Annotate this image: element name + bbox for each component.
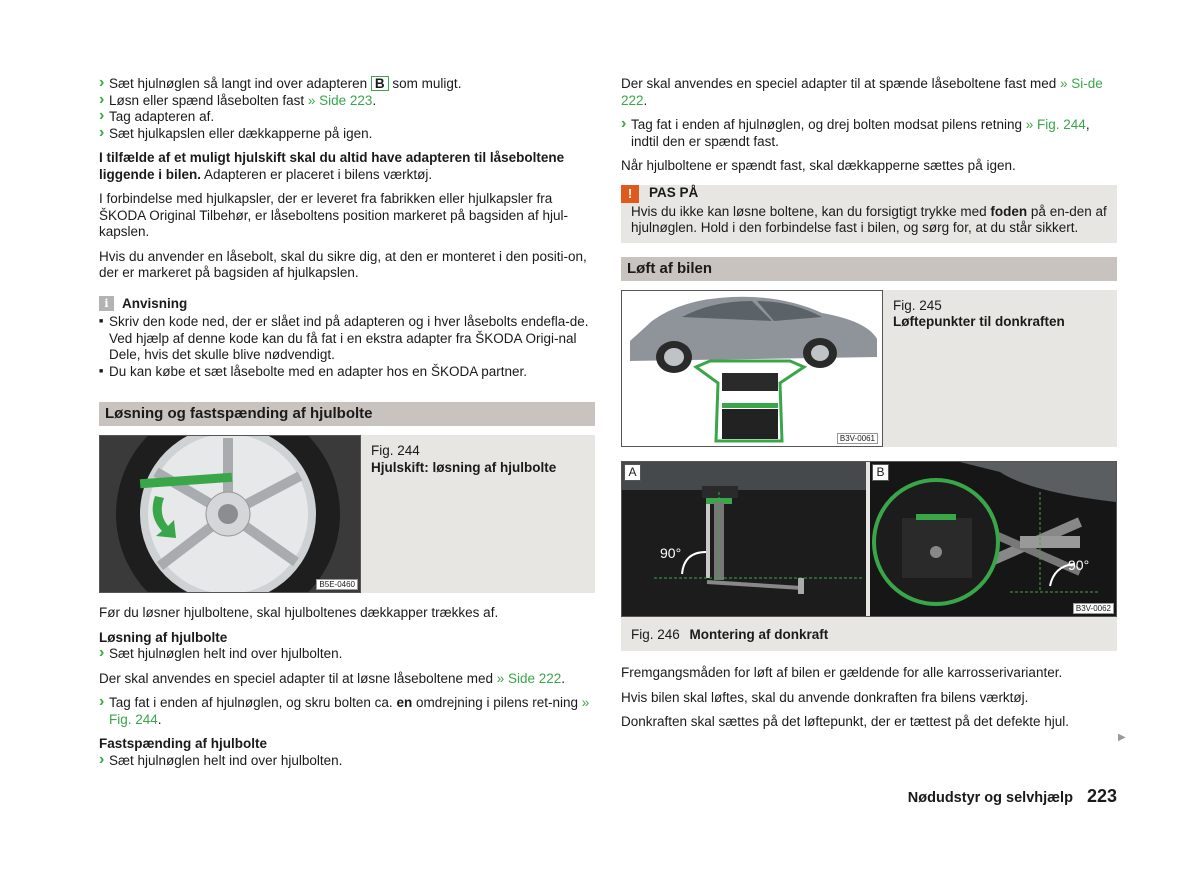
- figure-number: Fig. 244: [371, 443, 420, 458]
- intro-steps: [99, 76, 595, 142]
- image-code: B5E-0460: [316, 579, 358, 590]
- car-image: [621, 290, 883, 447]
- subheading-loosen: Løsning af hjulbolte: [99, 629, 228, 645]
- label-b-box: B: [371, 76, 389, 91]
- figure-link[interactable]: » Fig. 244: [1025, 117, 1086, 132]
- paragraph-jack-point: Donkraften skal sættes på det løftepunkt, der er tættest på det defekte hjul.: [621, 714, 1069, 729]
- subheading-tighten: Fastspænding af hjulbolte: [99, 736, 267, 751]
- note-title: Anvisning: [122, 295, 188, 311]
- paragraph-adapter: I tilfælde af et muligt hjulskift skal du altid have adapteren til låseboltene liggende i bilen. Adapteren er placeret i bilens værktøj.: [99, 150, 565, 182]
- warning-text: Hvis du ikke kan løsne boltene, kan du forsigtigt trykke med foden på en-den af hjulnøglen. Hold i den forbindelse fast i bilen, og sørg for, at du står sikkert.: [631, 203, 1107, 235]
- jack-illustration-a: [622, 462, 866, 616]
- section-title-lift: Løft af bilen: [621, 257, 1117, 281]
- angle-label: 90°: [660, 544, 682, 561]
- section-title-bolts: Løsning og fastspænding af hjulbolte: [99, 402, 595, 426]
- left-column: [99, 76, 595, 777]
- paragraph-dustcaps: Før du løsner hjulboltene, skal hjulboltenes dækkapper trækkes af.: [99, 605, 499, 620]
- note-item: ■ Du kan købe et sæt låsebolte med en adapter hos en ŠKODA partner.: [99, 364, 595, 381]
- jack-image-a: [622, 462, 866, 616]
- page-link[interactable]: » Si-de 222: [621, 76, 1103, 108]
- wheel-illustration: [100, 436, 360, 592]
- figure-245: [621, 290, 1117, 447]
- warning-title: PAS PÅ: [649, 185, 699, 201]
- step-item: › Sæt hjulnøglen helt ind over hjulbolten.: [99, 646, 595, 663]
- figure-title: Hjulskift: løsning af hjulbolte: [371, 459, 557, 475]
- paragraph-use-jack: Hvis bilen skal løftes, skal du anvende donkraften fra bilens værktøj.: [621, 689, 1029, 705]
- figure-title: Løftepunkter til donkraften: [893, 314, 1065, 329]
- wheel-image: [99, 435, 361, 593]
- page-footer: [908, 786, 1117, 807]
- jack-illustration-b: [870, 462, 1116, 616]
- car-illustration: [622, 291, 882, 446]
- page-link[interactable]: » Side 223: [307, 92, 373, 108]
- note-box: [99, 296, 595, 381]
- figure-number: Fig. 245: [893, 297, 942, 313]
- label-a: A: [624, 464, 641, 481]
- step-item: › Sæt hjulkapslen eller dækkapperne på igen.: [99, 126, 595, 143]
- image-code: B3V-0061: [837, 433, 878, 444]
- paragraph-lockbolt: Hvis du anvender en låsebolt, skal du sikre dig, at den er monteret i den positi-on, der er markeret på bagsiden af hjulkapslen.: [99, 248, 587, 280]
- paragraph-procedure: Fremgangsmåden for løft af bilen er gældende for alle karrosserivarianter.: [621, 665, 1063, 680]
- warning-box: [621, 185, 1117, 243]
- figure-246: [621, 461, 1117, 652]
- jack-image-b: [870, 462, 1116, 616]
- figure-244: [99, 435, 595, 593]
- note-item: ■ Skriv den kode ned, der er slået ind på adapteren og i hver låsebolts endefla-de. Ved hjælp af denne kode kan du få fat i en ekstra adapter fra ŠKODA Origi-nal Dele, hvis det skulle blive nødvendigt.: [99, 314, 595, 364]
- page-link[interactable]: » Side 222: [496, 670, 562, 686]
- step-item: › Sæt hjulnøglen helt ind over hjulbolten.: [99, 753, 595, 770]
- figure-link[interactable]: » Fig. 244: [109, 695, 590, 727]
- warning-icon: !: [621, 185, 639, 203]
- figure-title: Montering af donkraft: [689, 626, 829, 642]
- footer-section-title: Nødudstyr og selvhjælp: [907, 790, 1073, 806]
- paragraph-special-adapter: Der skal anvendes en speciel adapter til at løsne låseboltene med » Side 222.: [99, 670, 566, 686]
- paragraph-tighten-adapter: Der skal anvendes en speciel adapter til at spænde låseboltene fast med » Si-de 222.: [621, 76, 1103, 108]
- page-number: 223: [1086, 786, 1117, 806]
- right-column: [621, 76, 1117, 739]
- paragraph-hubcaps: I forbindelse med hjulkapsler, der er leveret fra fabrikken eller hjulkapsler fra ŠKODA Original Tilbehør, er låseboltens position markeret på bagsiden af hjul-kapslen.: [99, 191, 568, 239]
- step-item: › Sæt hjulnøglen så langt ind over adapteren B som muligt.: [99, 76, 595, 93]
- step-item: › Løsn eller spænd låsebolten fast » Side 223.: [99, 93, 595, 110]
- paragraph-refit-caps: Når hjulboltene er spændt fast, skal dækkapperne sættes på igen.: [621, 158, 1016, 173]
- step-item: › Tag fat i enden af hjulnøglen, og skru bolten ca. en omdrejning i pilens ret-ning » Fig. 244.: [99, 695, 595, 728]
- step-item: › Tag adapteren af.: [99, 109, 595, 126]
- angle-label: 90°: [1068, 556, 1090, 573]
- image-code: B3V-0062: [1073, 603, 1114, 614]
- step-item: › Tag fat i enden af hjulnøglen, og drej bolten modsat pilens retning » Fig. 244, indtil den er spændt fast.: [621, 117, 1117, 150]
- continue-arrow-icon: ▶: [1118, 732, 1126, 743]
- label-b: B: [872, 464, 889, 481]
- info-icon: i: [99, 296, 114, 311]
- figure-number: Fig. 246: [631, 626, 680, 642]
